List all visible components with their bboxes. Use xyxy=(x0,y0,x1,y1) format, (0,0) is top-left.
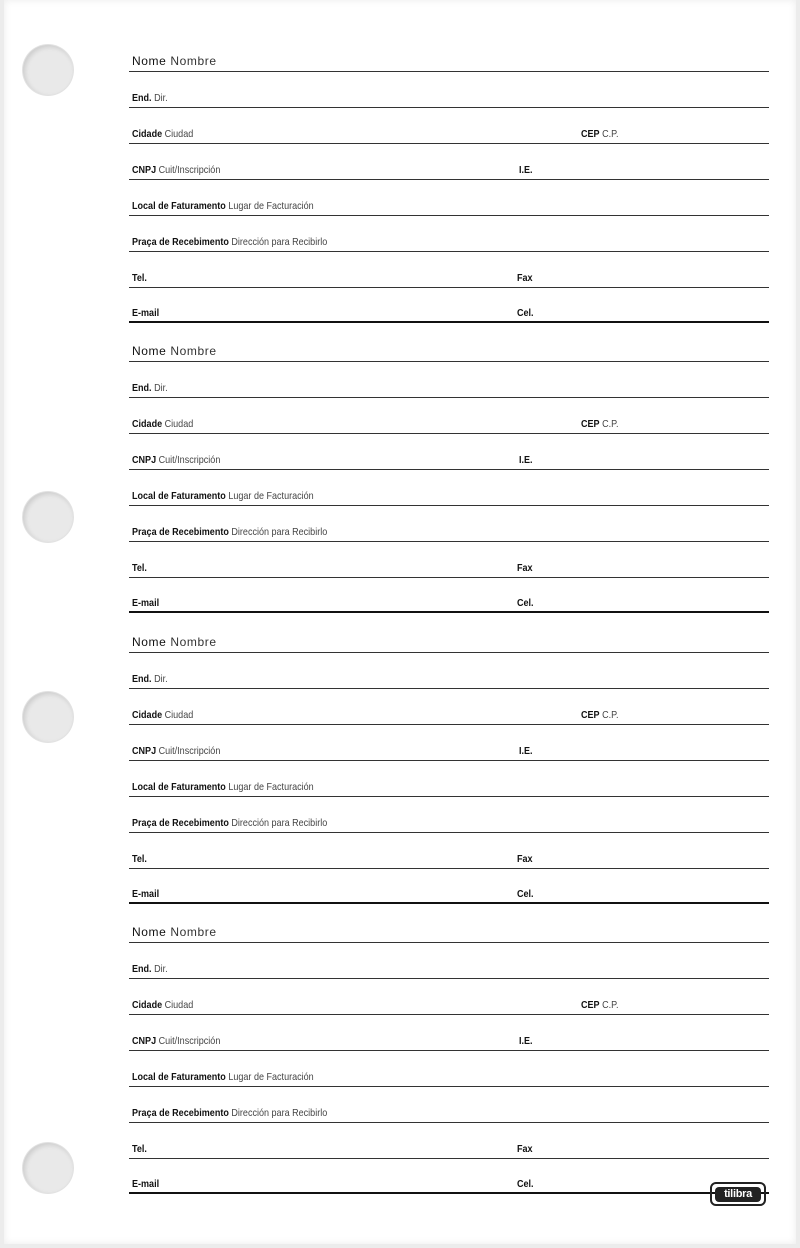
name-row[interactable] xyxy=(129,325,769,362)
phone-row[interactable] xyxy=(129,832,769,869)
name-label: Nome Nombre xyxy=(132,925,217,939)
tax-id-row[interactable] xyxy=(129,724,769,761)
mobile-label: Cel. xyxy=(517,1178,534,1190)
state-reg-label: I.E. xyxy=(519,1035,533,1047)
email-label: E-mail xyxy=(132,597,160,609)
billing-place-label: Local de Faturamento Lugar de Facturación xyxy=(132,200,314,212)
tax-id-label: CNPJ Cuit/Inscripción xyxy=(132,1035,221,1047)
city-row[interactable] xyxy=(129,107,769,144)
phone-label: Tel. xyxy=(132,1143,147,1155)
email-label: E-mail xyxy=(132,1178,160,1190)
tax-id-label: CNPJ Cuit/Inscripción xyxy=(132,164,221,176)
name-label: Nome Nombre xyxy=(132,54,217,68)
tax-id-label: CNPJ Cuit/Inscripción xyxy=(132,454,221,466)
phone-row[interactable] xyxy=(129,1122,769,1159)
zip-label: CEP C.P. xyxy=(581,418,619,430)
logo-text: tilibra xyxy=(715,1187,761,1202)
binder-hole xyxy=(23,1143,73,1193)
receiving-place-label: Praça de Recebimento Dirección para Recibirlo xyxy=(132,236,328,248)
billing-place-row[interactable] xyxy=(129,469,769,506)
email-label: E-mail xyxy=(132,888,160,900)
city-label: Cidade Ciudad xyxy=(132,418,194,430)
fax-label: Fax xyxy=(517,272,533,284)
mobile-label: Cel. xyxy=(517,307,534,319)
address-row[interactable] xyxy=(129,652,769,689)
name-label: Nome Nombre xyxy=(132,344,217,358)
address-entry xyxy=(129,311,769,609)
billing-place-row[interactable] xyxy=(129,760,769,797)
phone-label: Tel. xyxy=(132,272,147,284)
receiving-place-row[interactable] xyxy=(129,505,769,542)
tax-id-row[interactable] xyxy=(129,433,769,470)
binder-hole xyxy=(23,492,73,542)
address-entry xyxy=(129,21,769,319)
city-label: Cidade Ciudad xyxy=(132,128,194,140)
city-label: Cidade Ciudad xyxy=(132,999,194,1011)
city-row[interactable] xyxy=(129,688,769,725)
billing-place-row[interactable] xyxy=(129,179,769,216)
address-row[interactable] xyxy=(129,361,769,398)
receiving-place-label: Praça de Recebimento Dirección para Recibirlo xyxy=(132,526,328,538)
zip-label: CEP C.P. xyxy=(581,999,619,1011)
phone-label: Tel. xyxy=(132,562,147,574)
name-label: Nome Nombre xyxy=(132,635,217,649)
address-label: End. Dir. xyxy=(132,382,168,394)
address-label: End. Dir. xyxy=(132,92,168,104)
billing-place-label: Local de Faturamento Lugar de Facturación xyxy=(132,781,314,793)
mobile-label: Cel. xyxy=(517,888,534,900)
tax-id-row[interactable] xyxy=(129,143,769,180)
receiving-place-label: Praça de Recebimento Dirección para Recibirlo xyxy=(132,1107,328,1119)
billing-place-row[interactable] xyxy=(129,1050,769,1087)
tilibra-logo xyxy=(710,1182,766,1206)
address-book-page xyxy=(4,0,796,1244)
receiving-place-row[interactable] xyxy=(129,1086,769,1123)
name-row[interactable] xyxy=(129,616,769,653)
city-label: Cidade Ciudad xyxy=(132,709,194,721)
zip-label: CEP C.P. xyxy=(581,128,619,140)
mobile-label: Cel. xyxy=(517,597,534,609)
zip-label: CEP C.P. xyxy=(581,709,619,721)
city-row[interactable] xyxy=(129,978,769,1015)
phone-label: Tel. xyxy=(132,853,147,865)
state-reg-label: I.E. xyxy=(519,745,533,757)
phone-row[interactable] xyxy=(129,251,769,288)
name-row[interactable] xyxy=(129,35,769,72)
email-row[interactable] xyxy=(129,1157,769,1193)
billing-place-label: Local de Faturamento Lugar de Facturación xyxy=(132,1071,314,1083)
billing-place-label: Local de Faturamento Lugar de Facturación xyxy=(132,490,314,502)
binder-hole xyxy=(23,45,73,95)
name-row[interactable] xyxy=(129,906,769,943)
receiving-place-row[interactable] xyxy=(129,796,769,833)
phone-row[interactable] xyxy=(129,541,769,578)
receiving-place-label: Praça de Recebimento Dirección para Recibirlo xyxy=(132,817,328,829)
address-row[interactable] xyxy=(129,942,769,979)
address-label: End. Dir. xyxy=(132,963,168,975)
entry-separator xyxy=(129,1192,769,1194)
tax-id-label: CNPJ Cuit/Inscripción xyxy=(132,745,221,757)
address-row[interactable] xyxy=(129,71,769,108)
receiving-place-row[interactable] xyxy=(129,215,769,252)
state-reg-label: I.E. xyxy=(519,454,533,466)
address-label: End. Dir. xyxy=(132,673,168,685)
fax-label: Fax xyxy=(517,853,533,865)
tax-id-row[interactable] xyxy=(129,1014,769,1051)
address-entry xyxy=(129,602,769,900)
address-entry xyxy=(129,892,769,1190)
fax-label: Fax xyxy=(517,1143,533,1155)
city-row[interactable] xyxy=(129,397,769,434)
binder-hole xyxy=(23,692,73,742)
email-label: E-mail xyxy=(132,307,160,319)
state-reg-label: I.E. xyxy=(519,164,533,176)
fax-label: Fax xyxy=(517,562,533,574)
